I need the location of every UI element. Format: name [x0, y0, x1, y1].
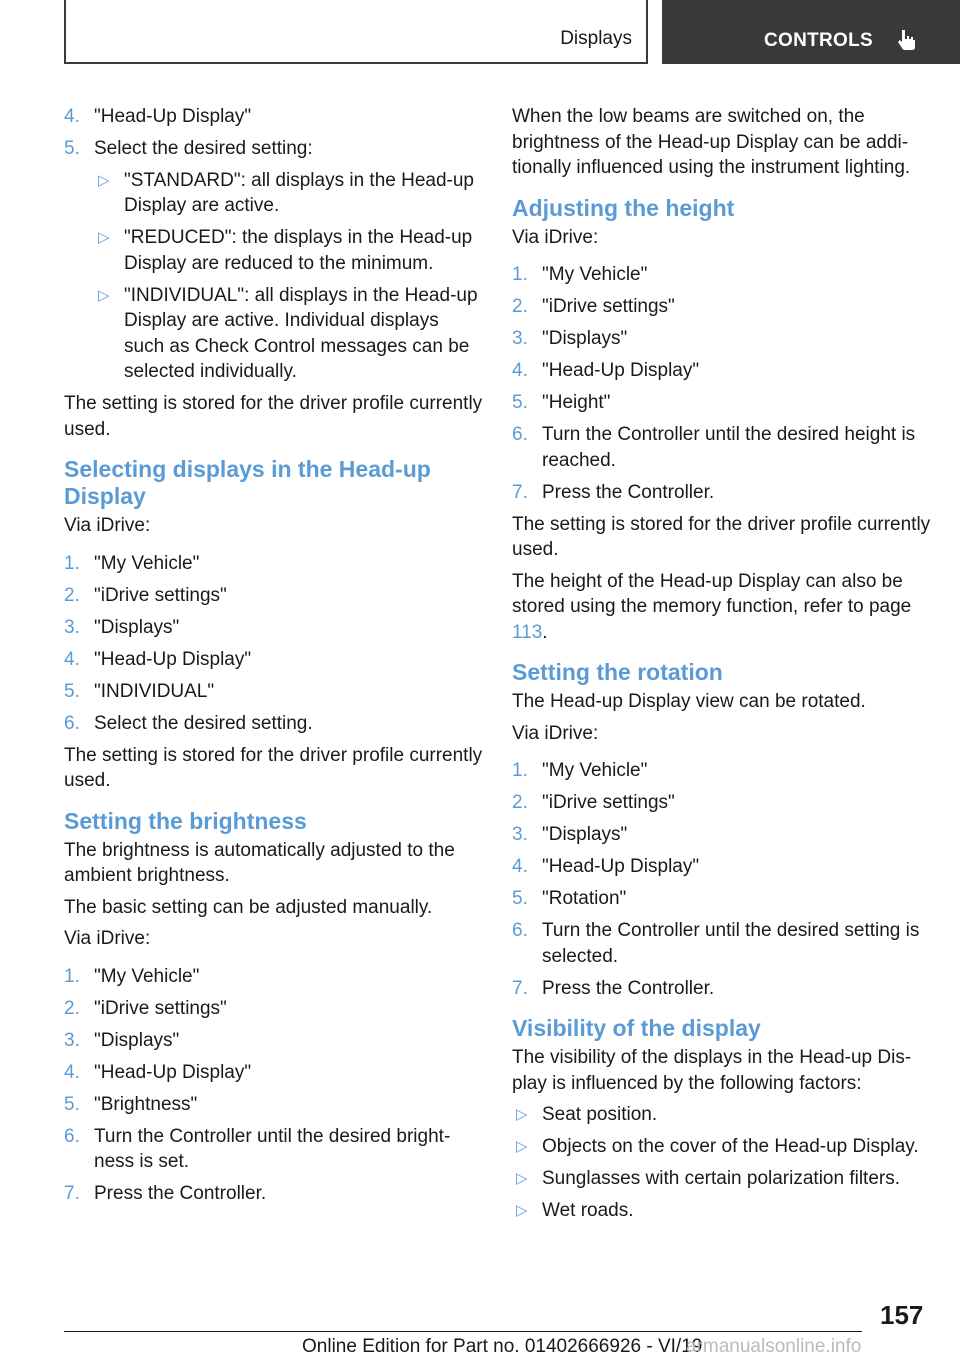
section-heading: Adjusting the height — [512, 194, 735, 221]
step-number: 4. — [64, 106, 80, 127]
section-heading: Setting the brightness — [64, 807, 307, 834]
page-number: 157 — [880, 1300, 924, 1330]
list-item: 4. "Head-Up Display" — [512, 854, 932, 880]
list-item: 3. "Displays" — [64, 615, 484, 641]
paragraph: Via iDrive: — [512, 226, 599, 248]
triangle-bullet-icon: ▷ — [516, 1170, 528, 1187]
header-chapter-tab — [662, 0, 960, 64]
chapter-title: CONTROLS — [764, 30, 874, 51]
list-item: ▷ "REDUCED": the displays in the Head-up Display are reduced to the minimum. — [98, 227, 473, 274]
step-number: 6. — [64, 712, 80, 734]
watermark: armanualsonline.info — [686, 1336, 862, 1357]
step-number: 2. — [64, 997, 80, 1019]
step-number: 4. — [64, 1061, 80, 1083]
step-number: 5. — [64, 1093, 80, 1115]
step-number: 1. — [512, 264, 528, 285]
list-item: 5. "INDIVIDUAL" — [64, 679, 484, 705]
step-number: 3. — [512, 328, 528, 349]
paragraph: The setting is stored for the driver profile currently used. — [64, 744, 483, 791]
paragraph: The setting is stored for the driver profile currently used. — [64, 393, 483, 440]
list-item: 4. "Head-Up Display" — [512, 358, 932, 384]
steps-list — [512, 262, 932, 505]
step-number: 1. — [64, 552, 80, 574]
paragraph: The setting is stored for the driver profile currently used. — [512, 513, 931, 560]
list-item: 2. "iDrive settings" — [64, 583, 484, 609]
list-item: 4. "Head-Up Display" — [64, 104, 484, 130]
paragraph: The visibility of the displays in the Head-up Display is influenced by the following factors: — [512, 1047, 912, 1094]
step-number: 7. — [512, 481, 528, 503]
triangle-bullet-icon: ▷ — [516, 1202, 528, 1219]
footer-divider — [64, 1331, 862, 1332]
section-heading: Selecting displays in the Head-up Display — [64, 456, 431, 509]
step-number: 1. — [512, 760, 528, 781]
page-reference-link[interactable]: 113 — [512, 621, 543, 643]
options-list — [94, 168, 484, 385]
list-item: 3. "Displays" — [512, 326, 932, 352]
paragraph: Via iDrive: — [64, 515, 151, 536]
list-item: 7. Press the Controller. — [64, 1181, 484, 1207]
triangle-bullet-icon: ▷ — [98, 171, 110, 189]
step-number: 4. — [512, 360, 528, 381]
triangle-bullet-icon: ▷ — [98, 229, 110, 246]
step-number: 6. — [64, 1125, 80, 1147]
step-number: 7. — [512, 977, 528, 999]
steps-list — [64, 551, 484, 737]
step-number: 5. — [64, 138, 80, 159]
paragraph: The Head-up Display view can be rotated. — [512, 691, 866, 712]
list-item: 1. "My Vehicle" — [512, 262, 932, 288]
triangle-bullet-icon: ▷ — [516, 1106, 528, 1123]
list-item: 1. "My Vehicle" — [512, 758, 932, 784]
step-number: 5. — [64, 680, 80, 702]
steps-list — [512, 758, 932, 1001]
footer-text: Online Edition for Part no. 01402666926 - VI/19 — [302, 1336, 703, 1357]
list-item: 6. Turn the Controller until the desired height is reached. — [512, 424, 916, 471]
list-item: ▷ Sunglasses with certain polarization filters. — [512, 1166, 932, 1192]
list-item: 3. "Displays" — [512, 822, 932, 848]
list-item: 5. "Height" — [512, 390, 932, 416]
step-number: 7. — [64, 1183, 80, 1204]
step-number: 3. — [64, 616, 80, 638]
step-number: 5. — [512, 392, 528, 413]
step-number: 1. — [64, 965, 80, 987]
list-item: ▷ Seat position. — [512, 1102, 932, 1128]
section-heading: Visibility of the display — [512, 1015, 761, 1041]
list-item: 6. Select the desired setting. — [64, 711, 484, 737]
hand-pointer-icon — [896, 28, 918, 52]
list-item: 3. "Displays" — [64, 1028, 484, 1054]
list-item: 1. "My Vehicle" — [64, 551, 484, 577]
list-item: 7. Press the Controller. — [512, 976, 932, 1002]
step-number: 2. — [512, 296, 528, 317]
paragraph: Via iDrive: — [512, 722, 599, 744]
section-title: Displays — [560, 28, 632, 49]
step-number: 3. — [512, 824, 528, 845]
step-number: 2. — [512, 792, 528, 813]
list-item: 4. "Head-Up Display" — [64, 1060, 484, 1086]
step-number: 2. — [64, 584, 80, 606]
paragraph: Via iDrive: — [64, 928, 151, 949]
step-number: 3. — [64, 1029, 80, 1051]
list-item: ▷ "STANDARD": all displays in the Head-up Display are active. — [98, 169, 474, 216]
step-number: 5. — [512, 888, 528, 909]
list-item: 5. "Rotation" — [512, 886, 932, 912]
list-item: 1. "My Vehicle" — [64, 964, 484, 990]
list-item: 6. Turn the Controller until the desired setting is selected. — [512, 920, 920, 967]
factors-list — [512, 1102, 932, 1224]
section-heading: Setting the rotation — [512, 659, 723, 685]
step-number: 6. — [512, 920, 528, 941]
list-item: 5. "Brightness" — [64, 1092, 484, 1118]
paragraph: The basic setting can be adjusted manually. — [64, 896, 433, 918]
list-item: 7. Press the Controller. — [512, 480, 932, 506]
list-item: ▷ "INDIVIDUAL": all displays in the Head-up Display are active. Individual displays such as Check Control messages can be selected individually. — [98, 284, 478, 382]
list-item: 2. "iDrive settings" — [512, 294, 932, 320]
list-item: ▷ Wet roads. — [512, 1198, 932, 1224]
triangle-bullet-icon: ▷ — [98, 286, 110, 304]
step-number: 4. — [512, 856, 528, 877]
triangle-bullet-icon: ▷ — [516, 1138, 528, 1155]
list-item: 6. Turn the Controller until the desired brightness is set. — [64, 1125, 451, 1172]
header-section-tab — [64, 0, 648, 64]
list-item: 2. "iDrive settings" — [64, 996, 484, 1022]
list-item: 4. "Head-Up Display" — [64, 647, 484, 673]
list-item: 2. "iDrive settings" — [512, 790, 932, 816]
paragraph: The brightness is automatically adjusted to the ambient brightness. — [64, 839, 455, 886]
steps-list — [64, 104, 484, 162]
list-item: 5. Select the desired setting: — [64, 136, 484, 162]
paragraph: When the low beams are switched on, the brightness of the Head-up Display can be additionally influenced using the instrument lighting. — [512, 106, 911, 178]
list-item: ▷ Objects on the cover of the Head-up Display. — [512, 1134, 932, 1160]
right-column — [512, 104, 932, 1230]
step-number: 4. — [64, 648, 80, 670]
steps-list — [64, 964, 484, 1207]
step-number: 6. — [512, 424, 528, 445]
paragraph: The height of the Head-up Display can also be stored using the memory function, refer to page 113. — [512, 570, 912, 643]
left-column — [64, 104, 484, 1213]
